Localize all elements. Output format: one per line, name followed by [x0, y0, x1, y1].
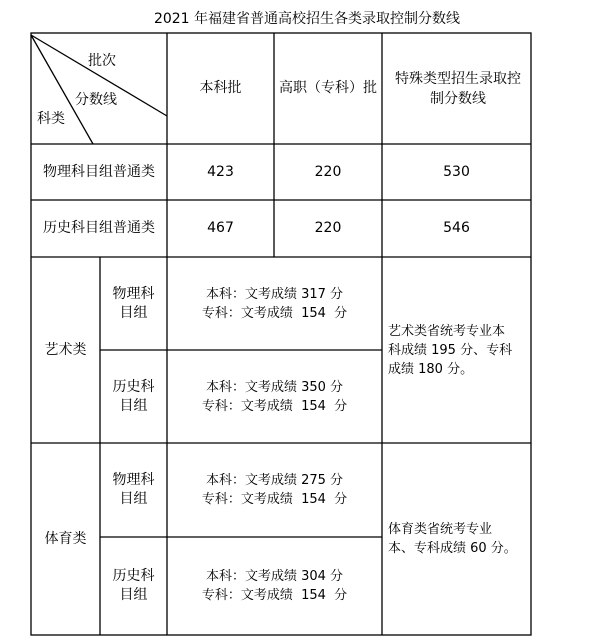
row-physics-label: 物理科目组普通类: [43, 163, 155, 180]
art-history-label-1: 历史科: [112, 378, 155, 395]
sports-history-label-2: 目组: [119, 587, 148, 603]
art-label: 艺术类: [44, 341, 87, 358]
sports-label: 体育类: [44, 530, 87, 547]
sports-history-scores: [167, 537, 382, 635]
header-special: [388, 33, 528, 144]
art-history-undergrad-score: 本科：文考成绩 350 分: [205, 379, 344, 395]
page-title: 2021 年福建省普通高校招生各类录取控制分数线: [153, 11, 461, 27]
sports-physics-group: [100, 443, 167, 537]
sports-special-note: [388, 443, 528, 635]
row-physics-undergrad: 423: [207, 163, 234, 180]
header-score-line-label: 分数线: [75, 92, 117, 108]
sports-history-group: [100, 537, 167, 635]
sports-physics-vocational-score: 专科：文考成绩 154 分: [201, 492, 348, 507]
row-history-special: 546: [443, 220, 470, 236]
art-special-line-2: 科成绩 195 分、专科: [388, 342, 513, 358]
header-vocational: [274, 33, 382, 144]
art-history-scores: [167, 350, 382, 443]
art-special-line-3: 成绩 180 分。: [388, 361, 474, 377]
header-undergrad: [167, 33, 274, 144]
art-physics-label-2: 目组: [119, 304, 148, 321]
row-physics-vocational: 220: [314, 163, 342, 180]
art-physics-scores: [167, 257, 382, 350]
sports-physics-undergrad-score: 本科：文考成绩 275 分: [205, 473, 344, 488]
art-history-vocational-score: 专科：文考成绩 154 分: [201, 398, 348, 414]
header-batch-label: 批次: [88, 53, 116, 69]
sports-physics-scores: [167, 443, 382, 537]
header-vocational-text: 高职（专科）批: [279, 80, 377, 96]
art-physics-undergrad-score: 本科：文考成绩 317 分: [205, 286, 344, 302]
header-special-text: 特殊类型招生录取控制分数线: [395, 70, 521, 107]
row-history-vocational: 220: [314, 220, 342, 236]
art-physics-vocational-score: 专科：文考成绩 154 分: [201, 305, 348, 321]
sports-physics-label-1: 物理科: [112, 472, 155, 488]
sports-history-undergrad-score: 本科：文考成绩 304 分: [205, 569, 344, 584]
art-special-note: [388, 257, 528, 443]
art-special-line-1: 艺术类省统考专业本: [388, 323, 506, 339]
row-history-label: 历史科目组普通类: [43, 220, 155, 236]
row-history-undergrad: 467: [207, 220, 234, 236]
sports-special-line-1: 体育类省统考专业: [388, 522, 493, 537]
art-history-group: [100, 350, 167, 443]
header-subject-label: 科类: [37, 111, 65, 127]
art-physics-group: [100, 257, 167, 350]
sports-history-vocational-score: 专科：文考成绩 154 分: [201, 588, 348, 603]
sports-history-label-1: 历史科: [112, 568, 155, 584]
sports-special-line-2: 本、专科成绩 60 分。: [388, 541, 517, 556]
art-history-label-2: 目组: [119, 397, 148, 414]
header-undergrad-text: 本科批: [199, 80, 242, 96]
sports-physics-label-2: 目组: [119, 491, 148, 507]
row-physics-special: 530: [443, 163, 470, 180]
art-physics-label-1: 物理科: [112, 285, 155, 302]
